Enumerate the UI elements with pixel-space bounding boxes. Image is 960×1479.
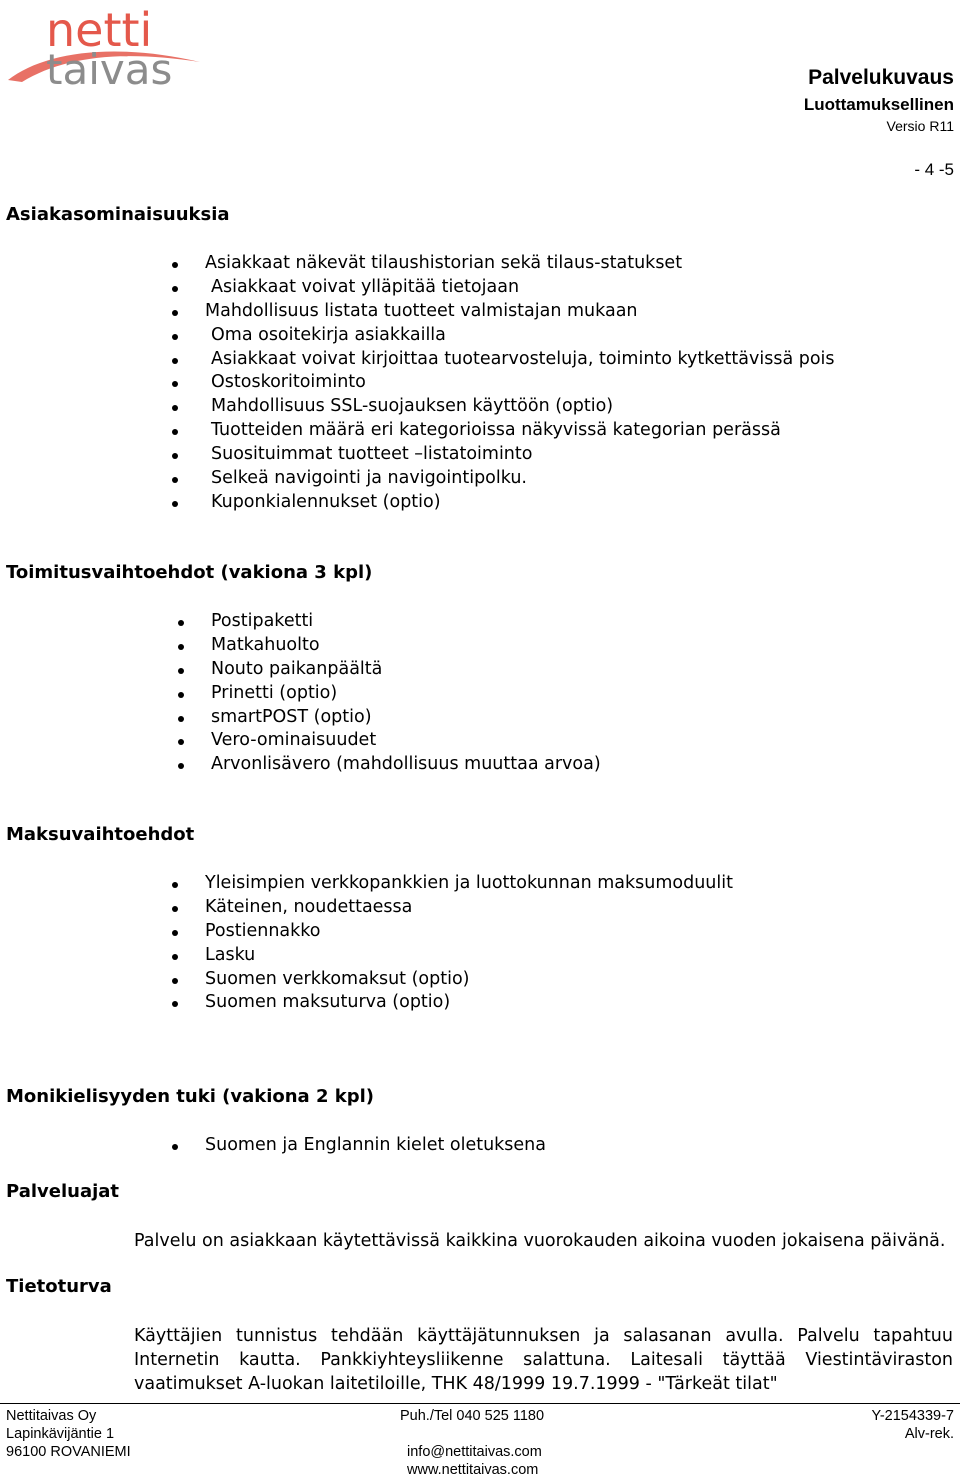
list-item: Vero-ominaisuudet: [211, 729, 601, 753]
list-item: Suomen ja Englannin kielet oletuksena: [205, 1134, 546, 1158]
list-item: Suomen maksuturva (optio): [205, 991, 733, 1015]
delivery-options-list: [211, 610, 601, 777]
footer-divider: [0, 1403, 960, 1404]
service-hours-text: Palvelu on asiakkaan käytettävissä kaikkina vuorokauden aikoina vuoden jokaisena päivänä.: [134, 1231, 946, 1251]
list-item: Arvonlisävero (mahdollisuus muuttaa arvoa): [211, 753, 601, 777]
footer-street: Lapinkävijäntie 1: [6, 1426, 115, 1442]
list-item: Asiakkaat näkevät tilaushistorian sekä tilaus-statukset: [205, 252, 835, 276]
customer-features-list: [205, 252, 835, 515]
section-heading-service-hours: Palveluajat: [6, 1181, 120, 1202]
list-item: Asiakkaat voivat ylläpitää tietojaan: [205, 276, 835, 300]
list-item: Ostoskoritoiminto: [205, 371, 835, 395]
confidentiality-label: Luottamuksellinen: [803, 95, 954, 114]
section-heading-customer-features: Asiakasominaisuuksia: [6, 204, 230, 225]
footer-company: Nettitaivas Oy: [6, 1408, 97, 1424]
list-item: Suosituimmat tuotteet –listatoiminto: [205, 443, 835, 467]
nettitaivas-logo: [4, 2, 204, 90]
list-item: Mahdollisuus SSL-suojauksen käyttöön (optio): [205, 395, 835, 419]
footer-city: 96100 ROVANIEMI: [6, 1444, 131, 1460]
page-number: - 4 -5: [914, 160, 954, 179]
footer-phone: Puh./Tel 040 525 1180: [400, 1408, 545, 1424]
list-item: Asiakkaat voivat kirjoittaa tuotearvosteluja, toiminto kytkettävissä pois: [205, 348, 835, 372]
list-item: Postipaketti: [211, 610, 601, 634]
logo-text-top: netti: [46, 3, 153, 57]
list-item: Selkeä navigointi ja navigointipolku.: [205, 467, 835, 491]
list-item: Käteinen, noudettaessa: [205, 896, 733, 920]
list-item: Prinetti (optio): [211, 682, 601, 706]
document-title: Palvelukuvaus: [808, 66, 954, 89]
list-item: Postiennakko: [205, 920, 733, 944]
list-item: Suomen verkkomaksut (optio): [205, 968, 733, 992]
logo-text-bottom: taivas: [46, 45, 173, 90]
section-heading-payment-options: Maksuvaihtoehdot: [6, 824, 195, 845]
list-item: Mahdollisuus listata tuotteet valmistajan mukaan: [205, 300, 835, 324]
footer-website: www.nettitaivas.com: [407, 1462, 539, 1478]
list-item: Yleisimpien verkkopankkien ja luottokunnan maksumoduulit: [205, 872, 733, 896]
section-heading-security: Tietoturva: [6, 1276, 112, 1297]
footer-email: info@nettitaivas.com: [407, 1444, 542, 1460]
list-item: Tuotteiden määrä eri kategorioissa näkyvissä kategorian perässä: [205, 419, 835, 443]
list-item: Oma osoitekirja asiakkailla: [205, 324, 835, 348]
payment-options-list: [205, 872, 733, 1015]
list-item: Kuponkialennukset (optio): [205, 491, 835, 515]
footer-vat-registration: Alv-rek.: [904, 1426, 954, 1442]
section-heading-language-support: Monikielisyyden tuki (vakiona 2 kpl): [6, 1086, 375, 1107]
list-item: smartPOST (optio): [211, 706, 601, 730]
language-support-list: [205, 1134, 546, 1158]
section-heading-delivery-options: Toimitusvaihtoehdot (vakiona 3 kpl): [6, 562, 373, 583]
list-item: Matkahuolto: [211, 634, 601, 658]
security-text: Käyttäjien tunnistus tehdään käyttäjätunnuksen ja salasanan avulla. Palvelu tapahtuu Internetin kautta. Pankkiyhteysliikenne salattuna. Laitesali täyttää Viestintäviraston vaatimukset A-luokan laitetiloille, THK 48/1999 19.7.1999 - "Tärkeät tilat": [134, 1326, 953, 1394]
footer-business-id: Y-2154339-7: [871, 1408, 954, 1424]
list-item: Nouto paikanpäältä: [211, 658, 601, 682]
version-label: Versio R11: [886, 118, 954, 134]
list-item: Lasku: [205, 944, 733, 968]
